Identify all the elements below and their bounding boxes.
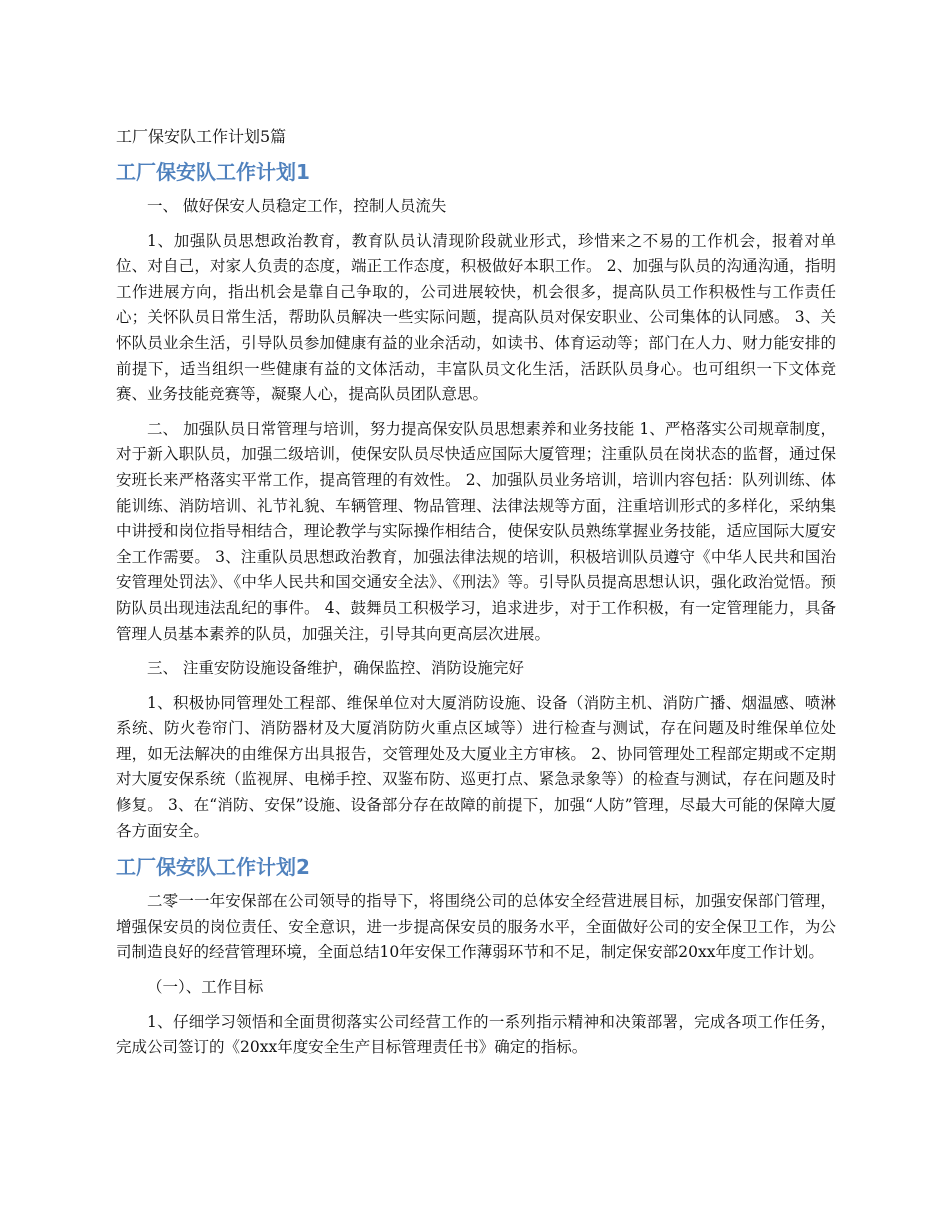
paragraph: 三、 注重安防设施设备维护，确保监控、消防设施完好 [147,659,524,678]
section-heading-1: 工厂保安队工作计划1 [116,160,310,184]
paragraph: 二零一一年安保部在公司领导的指导下，将围绕公司的总体安全经营进展目标，加强安保部门管理，增强保安员的岗位责任、安全意识，进一步提高保安员的服务水平，全面做好公司的安全保卫工作，为公司制造良好的经营管理环境，全面总结10年安保工作薄弱环节和不足，制定保安部20xx年度工作计划。 [116,892,836,962]
paragraph: 二、 加强队员日常管理与培训，努力提高保安队员思想素养和业务技能 1、严格落实公司规章制度，对于新入职队员，加强二级培训，使保安队员尽快适应国际大厦管理；注重队员在岗状态的监督，通过保安班长来严格落实平常工作，提高管理的有效性。 2、加强队员业务培训，培训内容包括：队列训练、体能训练、消防培训、礼节礼貌、车辆管理、物品管理、法律法规等方面，注重培训形式的多样化，采纳集中讲授和岗位指导相结合，理论教学与实际操作相结合，使保安队员熟练掌握业务技能，适应国际大厦安全工作需要。 3、注重队员思想政治教育，加强法律法规的培训，积极培训队员遵守《中华人民共和国治安管理处罚法》、《中华人民共和国交通安全法》、《刑法》等。引导队员提高思想认识，强化政治觉悟。预防队员出现违法乱纪的事件。 4、鼓舞员工积极学习，追求进步，对于工作积极，有一定管理能力，具备管理人员基本素养的队员，加强关注，引导其向更高层次进展。 [116,419,836,643]
paragraph: 1、加强队员思想政治教育，教育队员认清现阶段就业形式，珍惜来之不易的工作机会，报着对单位、对自己，对家人负责的态度，端正工作态度，积极做好本职工作。 2、加强与队员的沟通沟通，指明工作进展方向，指出机会是靠自己争取的，公司进展较快，机会很多，提高队员工作积极性与工作责任心；关怀队员日常生活，帮助队员解决一些实际问题，提高队员对保安职业、公司集体的认同感。 3、关怀队员业余生活，引导队员参加健康有益的业余活动，如读书、体育运动等；部门在人力、财力能安排的前提下，适当组织一些健康有益的文体活动，丰富队员文化生活，活跃队员身心。也可组织一下文体竞赛、业务技能竞赛等，凝聚人心，提高队员团队意思。 [116,231,836,404]
paragraph: 1、积极协同管理处工程部、维保单位对大厦消防设施、设备（消防主机、消防广播、烟温感、喷淋系统、防火卷帘门、消防器材及大厦消防防火重点区域等）进行检查与测试，存在问题及时维保单位处理，如无法解决的由维保方出具报告，交管理处及大厦业主方审核。 2、协同管理处工程部定期或不定期对大厦安保系统（监视屏、电梯手控、双鉴布防、巡更打点、紧急录象等）的检查与测试，存在问题及时修复。 3、在“消防、安保”设施、设备部分存在故障的前提下，加强“人防”管理，尽最大可能的保障大厦各方面安全。 [116,693,836,840]
paragraph: 1、仔细学习领悟和全面贯彻落实公司经营工作的一系列指示精神和决策部署，完成各项工作任务，完成公司签订的《20xx年度安全生产目标管理责任书》确定的指标。 [116,1012,836,1057]
paragraph: 一、 做好保安人员稳定工作，控制人员流失 [147,197,447,215]
document-title: 工厂保安队工作计划5篇 [116,127,287,146]
section-heading-2: 工厂保安队工作计划2 [116,855,310,880]
paragraph: （一）、工作目标 [147,978,264,997]
